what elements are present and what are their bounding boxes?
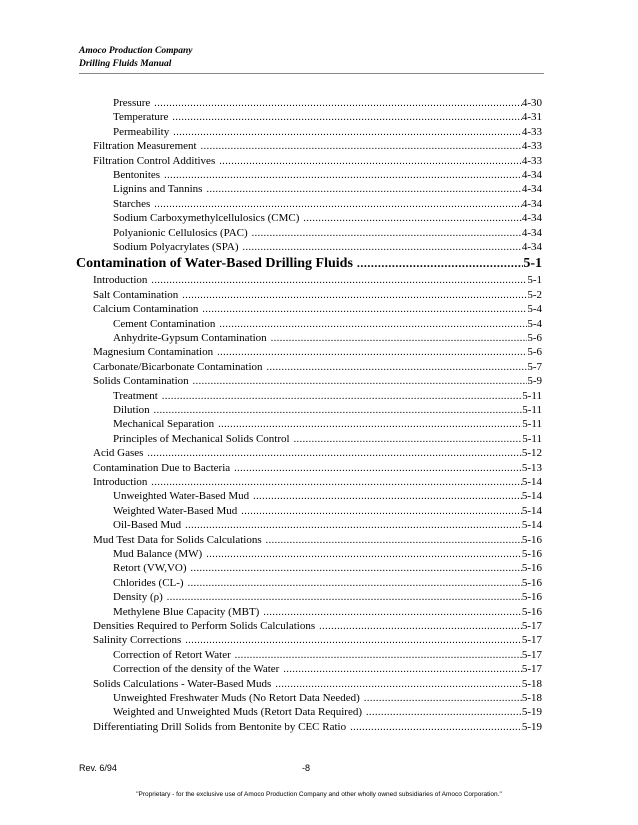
toc-entry-label: Filtration Control Additives (93, 154, 216, 167)
toc-entry-label: Correction of the density of the Water (113, 663, 280, 676)
toc-entry-page: 4-30 (521, 97, 542, 109)
toc-entry[interactable] (113, 403, 542, 418)
toc-dot-leader (147, 447, 521, 461)
toc-entry[interactable] (93, 345, 542, 360)
toc-entry-page: 5-4 (527, 303, 542, 316)
toc-entry[interactable] (93, 461, 542, 476)
toc-entry[interactable] (93, 302, 542, 317)
footer-proprietary-note: "Proprietary - for the exclusive use of Amoco Production Company and other wholly owned subsidiaries of Amoco Corporation." (136, 791, 502, 798)
toc-entry[interactable] (113, 518, 542, 533)
toc-dot-leader (167, 591, 522, 605)
toc-entry-page: 5-9 (527, 375, 542, 388)
toc-dot-leader (219, 155, 522, 169)
toc-entry[interactable] (113, 226, 542, 241)
toc-entry-page: 5-14 (521, 519, 542, 532)
toc-dot-leader (266, 534, 522, 548)
toc-entry[interactable] (113, 705, 542, 720)
toc-entry-page: 4-34 (521, 241, 542, 253)
toc-entry-page: 5-1 (527, 274, 542, 287)
toc-dot-leader (267, 361, 528, 375)
toc-entry-label: Mud Test Data for Solids Calculations (93, 533, 262, 546)
toc-entry[interactable] (93, 139, 542, 154)
toc-entry-label: Dilution (113, 404, 150, 416)
toc-dot-leader (275, 678, 521, 692)
toc-entry[interactable] (113, 561, 542, 576)
toc-entry-page: 5-14 (521, 476, 542, 488)
toc-entry[interactable] (113, 590, 542, 605)
toc-entry-label: Correction of Retort Water (113, 648, 231, 661)
toc-entry[interactable] (93, 633, 542, 648)
toc-entry-page: 5-17 (521, 663, 542, 676)
toc-entry-page: 5-16 (521, 533, 542, 546)
toc-entry-label: Contamination Due to Bacteria (93, 461, 231, 474)
toc-dot-leader (172, 111, 521, 125)
toc-entry[interactable] (113, 504, 542, 519)
toc-entry-label: Acid Gases (93, 447, 144, 460)
toc-entry-label: Solids Contamination (93, 375, 189, 388)
toc-entry[interactable] (93, 533, 542, 548)
toc-dot-leader (366, 706, 522, 720)
toc-entry[interactable] (113, 96, 542, 111)
toc-entry[interactable] (113, 240, 542, 255)
toc-entry-page: 5-4 (527, 317, 542, 330)
toc-dot-leader (182, 289, 527, 303)
toc-entry[interactable] (93, 720, 542, 735)
toc-entry[interactable] (93, 677, 542, 692)
toc-entry-label: Magnesium Contamination (93, 346, 214, 359)
header-rule (79, 73, 544, 74)
toc-dot-leader (185, 519, 522, 533)
toc-dot-leader (263, 606, 522, 620)
toc-entry-page: 4-34 (521, 197, 542, 210)
toc-dot-leader (218, 418, 522, 432)
toc-entry[interactable] (113, 432, 542, 447)
toc-entry[interactable] (113, 389, 542, 404)
toc-entry-label: Introduction (93, 476, 148, 488)
toc-entry-label: Bentonites (113, 169, 161, 181)
toc-entry-label: Differentiating Drill Solids from Bentonite by CEC Ratio (93, 720, 347, 733)
toc-chapter-entry[interactable] (76, 255, 542, 272)
toc-entry-page: 5-6 (527, 332, 542, 344)
toc-entry-label: Chlorides (CL-) (113, 576, 184, 589)
toc-entry-page: 5-11 (522, 389, 542, 402)
toc-entry-label: Polyanionic Cellulosics (PAC) (113, 226, 248, 239)
toc-dot-leader (151, 476, 521, 490)
toc-entry-label: Introduction (93, 274, 148, 287)
header-manual-title: Drilling Fluids Manual (79, 59, 172, 69)
toc-entry[interactable] (93, 374, 542, 389)
toc-entry-label: Sodium Polyacrylates (SPA) (113, 241, 239, 253)
toc-entry-page: 5-16 (521, 562, 542, 575)
toc-dot-leader (283, 663, 522, 677)
toc-entry-page: 4-34 (521, 212, 542, 225)
toc-entry-label: Starches (113, 197, 151, 210)
toc-entry[interactable] (113, 168, 542, 183)
toc-entry-label: Mud Balance (MW) (113, 548, 203, 560)
toc-entry-label: Pressure (113, 97, 151, 109)
toc-entry-page: 5-14 (521, 490, 542, 503)
toc-dot-leader (164, 169, 522, 183)
toc-entry-page: 5-14 (521, 504, 542, 517)
toc-entry[interactable] (113, 489, 542, 504)
toc-entry-label: Mechanical Separation (113, 418, 215, 431)
toc-dot-leader (206, 183, 521, 197)
toc-entry[interactable] (113, 317, 542, 332)
toc-entry[interactable] (93, 288, 542, 303)
toc-entry-label: Principles of Mechanical Solids Control (113, 432, 290, 445)
toc-entry[interactable] (113, 547, 542, 562)
toc-entry-page: 5-19 (521, 720, 542, 733)
toc-dot-leader (235, 649, 522, 663)
toc-entry-label: Anhydrite-Gypsum Contamination (113, 332, 267, 344)
toc-dot-leader (219, 318, 527, 332)
toc-entry-page: 5-19 (521, 706, 542, 719)
toc-entry-label: Retort (VW,VO) (113, 562, 187, 575)
toc-dot-leader (151, 274, 527, 288)
toc-entry-label: Temperature (113, 111, 169, 124)
toc-entry-page: 5-17 (521, 634, 542, 647)
toc-entry-page: 4-34 (521, 226, 542, 239)
toc-entry-page: 5-11 (522, 432, 542, 445)
toc-dot-leader (243, 241, 522, 255)
toc-dot-leader (202, 303, 527, 317)
toc-entry-page: 5-13 (521, 461, 542, 474)
toc-dot-leader (191, 562, 522, 576)
footer-revision: Rev. 6/94 (79, 763, 117, 773)
toc-entry[interactable] (113, 110, 542, 125)
toc-dot-leader (154, 198, 522, 212)
toc-dot-leader (173, 126, 522, 140)
toc-entry-page: 5-17 (521, 620, 542, 632)
toc-entry-label: Unweighted Water-Based Mud (113, 490, 250, 503)
toc-entry-page: 5-18 (521, 692, 542, 704)
toc-dot-leader (350, 721, 522, 735)
toc-entry-label: Unweighted Freshwater Muds (No Retort Data Needed) (113, 692, 360, 704)
toc-dot-leader (364, 692, 522, 706)
toc-entry-label: Sodium Carboxymethylcellulosics (CMC) (113, 212, 300, 225)
toc-entry-page: 4-33 (521, 125, 542, 138)
toc-entry-page: 5-1 (523, 256, 542, 272)
toc-entry[interactable] (93, 619, 542, 634)
toc-dot-leader (201, 140, 522, 154)
toc-entry-page: 5-11 (522, 404, 542, 416)
toc-entry-label: Densities Required to Perform Solids Calculations (93, 620, 316, 632)
toc-dot-leader (185, 634, 522, 648)
toc-dot-leader (357, 255, 523, 272)
toc-dot-leader (241, 505, 522, 519)
toc-entry-page: 5-11 (522, 418, 542, 431)
toc-entry-label: Cement Contamination (113, 317, 216, 330)
toc-entry[interactable] (113, 605, 542, 620)
toc-entry-page: 5-16 (521, 605, 542, 618)
toc-entry-label: Treatment (113, 389, 158, 402)
footer-page-number: -8 (302, 763, 311, 773)
toc-dot-leader (154, 97, 522, 111)
toc-dot-leader (319, 620, 522, 634)
toc-dot-leader (253, 490, 522, 504)
toc-entry-label: Weighted Water-Based Mud (113, 504, 238, 517)
toc-entry-label: Salt Contamination (93, 288, 179, 301)
toc-entry[interactable] (113, 182, 542, 197)
toc-dot-leader (162, 390, 522, 404)
toc-dot-leader (217, 346, 527, 360)
toc-entry-label: Carbonate/Bicarbonate Contamination (93, 360, 263, 373)
toc-dot-leader (271, 332, 528, 346)
toc-dot-leader (252, 227, 522, 241)
toc-entry[interactable] (113, 648, 542, 663)
toc-dot-leader (234, 462, 522, 476)
toc-dot-leader (206, 548, 522, 562)
toc-entry[interactable] (113, 125, 542, 140)
toc-dot-leader (294, 433, 523, 447)
toc-entry-label: Oil-Based Mud (113, 519, 182, 532)
toc-entry-label: Weighted and Unweighted Muds (Retort Data Required) (113, 706, 362, 719)
toc-entry[interactable] (113, 197, 542, 212)
toc-entry-page: 5-16 (521, 591, 542, 604)
toc-entry-page: 5-16 (521, 548, 542, 560)
toc-entry[interactable] (93, 154, 542, 169)
toc-entry[interactable] (93, 360, 542, 375)
toc-entry-label: Filtration Measurement (93, 140, 197, 153)
toc-entry-page: 5-16 (521, 576, 542, 589)
toc-entry[interactable] (113, 331, 542, 346)
toc-entry-label: Methylene Blue Capacity (MBT) (113, 605, 260, 618)
toc-dot-leader (188, 577, 522, 591)
toc-dot-leader (154, 404, 523, 418)
toc-entry[interactable] (93, 475, 542, 490)
toc-entry-label: Contamination of Water-Based Drilling Fluids (76, 256, 353, 272)
toc-entry[interactable] (113, 691, 542, 706)
toc-dot-leader (193, 375, 528, 389)
toc-entry-page: 4-31 (521, 111, 542, 124)
toc-entry-page: 5-6 (527, 346, 542, 359)
toc-entry[interactable] (93, 446, 542, 461)
toc-entry-label: Calcium Contamination (93, 303, 199, 316)
toc-entry-label: Solids Calculations - Water-Based Muds (93, 677, 272, 690)
toc-entry-page: 5-18 (521, 677, 542, 690)
toc-entry-page: 4-33 (521, 140, 542, 153)
toc-entry-page: 4-34 (521, 169, 542, 181)
toc-entry[interactable] (113, 576, 542, 591)
toc-entry-label: Salinity Corrections (93, 634, 182, 647)
toc-entry[interactable] (113, 662, 542, 677)
toc-entry[interactable] (93, 273, 542, 288)
toc-entry[interactable] (113, 211, 542, 226)
toc-entry-page: 5-12 (521, 447, 542, 460)
toc-entry[interactable] (113, 417, 542, 432)
toc-entry-page: 5-7 (527, 360, 542, 373)
toc-entry-page: 4-33 (521, 154, 542, 167)
toc-entry-page: 4-34 (521, 183, 542, 196)
toc-entry-page: 5-17 (521, 648, 542, 661)
toc-entry-label: Permeability (113, 125, 170, 138)
toc-dot-leader (303, 212, 521, 226)
toc-entry-page: 5-2 (527, 288, 542, 301)
toc-entry-label: Lignins and Tannins (113, 183, 203, 196)
header-company: Amoco Production Company (79, 46, 193, 56)
toc-entry-label: Density (ρ) (113, 591, 163, 604)
